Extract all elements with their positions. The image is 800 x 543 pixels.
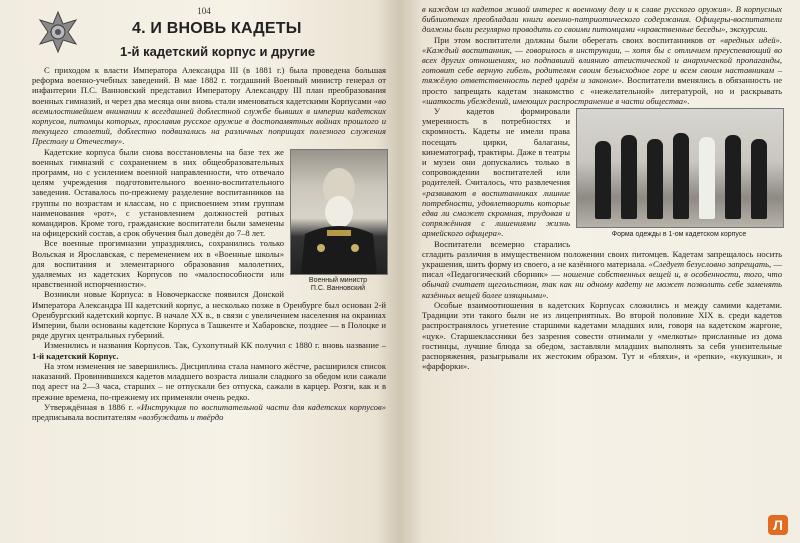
paragraph: Все военные прогимназии упразднялись, сохранились только Вольская и Ярославская, с переменением их в «Военные школы» для воспитания и элементарного образования малолетних, удаляемых из кадетских Корпусов по «малоспособности или нравственной испорченности». <box>32 238 284 290</box>
paragraph: У кадетов формировали умеренность в потребностях и скромность. Кадеты не имели права посещать цирки, балаганы, кинематограф, трактиры. Даже в театры и музеи они допускались только в сопровождении воспитателей или родителей. Считалось, что развлечения «развивают в воспитанниках лишние потребности, удовлетворить которые едва ли сможет скромная, трудовая и сопряжённая с лишениями жизнь армейского офицера». <box>422 106 570 239</box>
paragraph: Особые взаимоотношения в кадетских Корпусах сложились и между самими кадетами. Традиции эти такого были не из лицеприятных. Во второй половине XIX в. среди кадетов распространялось угнетение старшими кадетами младших или, говоря на кадетском жаргоне, «цук». Старшеклассники без зазрения совести отнимали у «мелкоты» присланные из дома гостинцы, лучшие блюда за обедом, заставляли младших выполнять за себя унизительные распоряжения, разыгрывали их жестоким образом. Тут и «бляхи», и «репки», «кукушки», и «фарфорки». <box>422 299 782 372</box>
paragraph: При этом воспитатели должны были оберегать своих воспитанников от «вредных идей». «Каждый воспитанник, — говорилось в инструкции, – хотя бы с отличием преуспевающий во всех других отношениях, но подпавший влиянию атеистической и анархической пропаганды, готовит себе верную гибель, родителям своим безысходное горе и всем своим наставникам – тяжёлую ответственность перед царём и законом». Воспитатели вменялись в обязанность не просто запрещать кадетам знакомство с «нежелательной» литературой, но и раскрывать «шаткость убеждений, имеющих распространение в части общества». <box>422 34 783 106</box>
photo-caption: Форма одежды в 1-ом кадетском корпусе <box>611 231 747 239</box>
paragraph: Воспитатели всемерно старались сгладить различия в имущественном положении своих питомцев. Кадетам запрещалось носить украшения, шить форму из своего, а не казённого материала. «Следует безусловно запрещать, — писал «Педагогический сборник» — ношение собственных вещей и, в особенности, того, что обычай считает щегольством, так как ни одному кадету не может позволить себе заменять казённых вещей более изящными». <box>422 238 783 300</box>
paragraph: в каждом из кадетов живой интерес к военному делу и к славе русского оружия». В корпусных библиотеках преобладали книги военно-патриотического содержания. Офицеры-воспитатели должны были регулярно проводить со своими питомцами «нравственные беседы», экскурсии. <box>422 4 782 35</box>
cadet-uniform-figure <box>576 108 782 238</box>
paragraph: Кадетские корпуса были снова восстановлены на базе тех же военных гимназий с сохранением в них общеобразовательных программ, но с усилением военной направленности, что отвечало целям учреждения подготовительного военно-воспитательного заведения. Оставалось по-прежнему разделение воспитанников на группы по возрастам и классам, но с присвоением этим группам наименования «рот», с установлением должностей ротных командиров. Кроме того, гражданские воспитатели были заменены на офицерский состав, а срок обучения был доведён до 7–8 лет. <box>32 146 284 239</box>
paragraph: Возникли новые Корпуса: в Новочеркасске появился Донской Императора Александра III кадетский корпус, а несколько позже в Оренбурге был основан 2-й Оренбургский кадетский корпус. В начале XX в., в связи с увеличением населения на окраинах Империи, были основаны кадетские Корпуса в Ташкенте и Хабаровске, позднее — в Полоцке и ряде других центральных губерний. <box>32 289 386 341</box>
right-page <box>400 0 800 543</box>
chapter-title: 4. И ВНОВЬ КАДЕТЫ <box>132 20 302 37</box>
section-title: 1-й кадетский корпус и другие <box>120 44 316 59</box>
portrait-caption: Военный министр П.С. Ванновский <box>308 276 368 292</box>
portrait-figure <box>290 149 386 293</box>
paragraph: С приходом к власти Императора Александра III (в 1881 г.) была проведена большая реформа военно-учебных заведений. В мае 1882 г. тогдашний Военный министр генерал от инфантерии П.С. Ванновский представил Императору Александру III план преобразования военных гимназий, и через два месяца они вновь стали именоваться кадетскими Корпусами «во всемилостивейшем внимании к всегдашней доблестной службе бывших в империи кадетских корпусов, питомцы которых, прославив русское оружие в достопамятных войнах прошлого и текущего столетий, доблестно подвизались на различных поприщах полезного служения Престолу и Отечеству». <box>32 65 386 147</box>
page-number: 104 <box>197 6 211 16</box>
portrait-vannovsky-image <box>290 149 388 275</box>
cadet-badge-emblem <box>36 10 80 54</box>
publisher-logo-icon: Л <box>768 515 788 535</box>
paragraph: Утверждённая в 1886 г. «Инструкция по воспитательной части для кадетских корпусов» предписывала воспитателям «возбуждать и твёрдо <box>32 401 386 422</box>
paragraph: Изменились и названия Корпусов. Так, Сухопутный КК получил с 1880 г. вновь название – 1-й кадетский Корпус. <box>32 340 386 361</box>
cadet-uniform-photo <box>576 108 784 228</box>
paragraph: На этом изменения не завершились. Дисциплина стала намного жёстче, расширился список наказаний. Провинившихся кадетов младшего возраста лишали сладкого за обедом или сажали под арест на 2—3 часа, старших – не отпускали без отпуска, сажали в карцер. Розги, как и в прежние времена, по-прежнему их применяли очень редко. <box>32 360 386 402</box>
